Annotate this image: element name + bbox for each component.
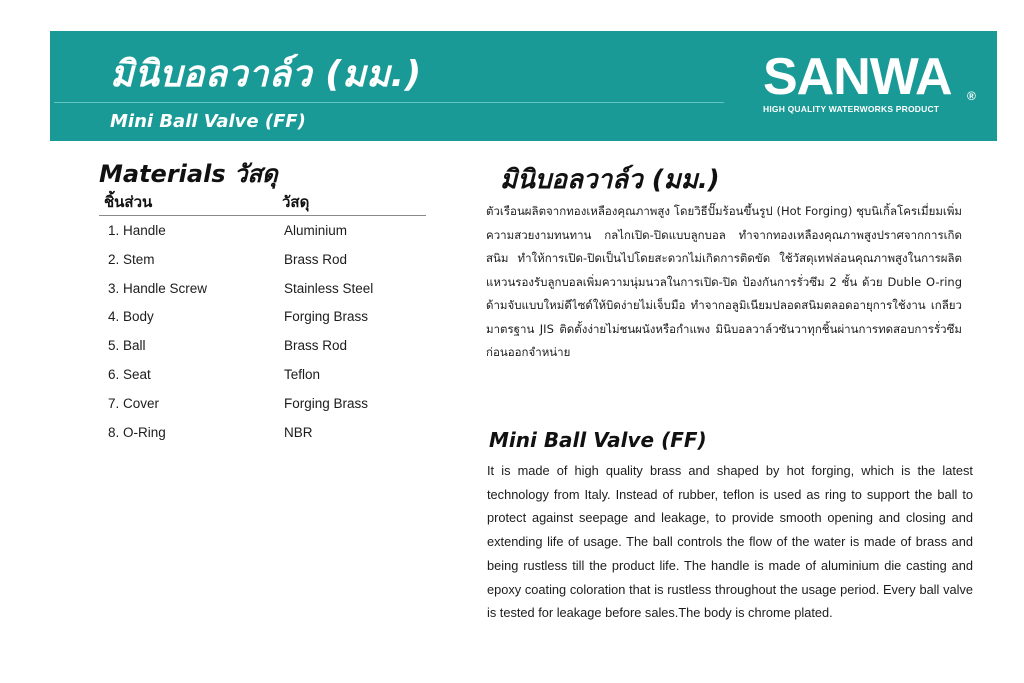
material-name: Brass Rod bbox=[284, 251, 348, 267]
logo-wordmark: SANWA bbox=[763, 48, 952, 106]
english-description-body: It is made of high quality brass and shaped by hot forging, which is the latest technology from Italy. Instead of rubber, teflon is used as ring to support the ball to protect against seepage and leakage, to provide smooth opening and closing and extending life of usage. The ball controls the flow of the water is made of brass and being rustless till the product life. The handle is made of aluminium die casting and epoxy coating coloration that is rustless throughout the usage period. Every ball valve is tested for leakage before sales.The body is chrome plated. bbox=[487, 463, 973, 621]
table-row bbox=[108, 220, 428, 249]
material-name: Forging Brass bbox=[284, 395, 369, 411]
table-row bbox=[108, 249, 428, 278]
table-row bbox=[108, 306, 428, 335]
part-name: 2. Stem bbox=[108, 251, 155, 267]
column-header-material: วัสดุ bbox=[282, 193, 310, 211]
banner-title-english: Mini Ball Valve (FF) bbox=[110, 111, 306, 132]
logo-tagline: HIGH QUALITY WATERWORKS PRODUCT bbox=[763, 104, 940, 114]
table-row bbox=[108, 278, 428, 307]
table-row bbox=[108, 422, 428, 451]
sanwa-logo bbox=[763, 48, 983, 114]
material-name: Brass Rod bbox=[284, 338, 348, 354]
banner-title-thai: มินิบอลวาล์ว (มม.) bbox=[110, 54, 422, 95]
materials-table bbox=[108, 220, 428, 450]
material-name: Aluminium bbox=[284, 223, 348, 238]
part-name: 1. Handle bbox=[108, 223, 166, 238]
part-name: 7. Cover bbox=[108, 395, 160, 411]
registered-mark: ® bbox=[967, 89, 976, 103]
part-name: 5. Ball bbox=[108, 338, 146, 354]
banner-divider bbox=[54, 102, 724, 103]
thai-description-title: มินิบอลวาล์ว (มม.) bbox=[500, 165, 720, 195]
table-row bbox=[108, 335, 428, 364]
part-name: 8. O-Ring bbox=[108, 424, 166, 440]
material-name: NBR bbox=[284, 424, 313, 440]
table-row bbox=[108, 364, 428, 393]
part-name: 4. Body bbox=[108, 309, 154, 325]
english-description-title: Mini Ball Valve (FF) bbox=[489, 428, 707, 452]
thai-description-body: ตัวเรือนผลิตจากทองเหลืองคุณภาพสูง โดยวิธีปั๊มร้อนขึ้นรูป (Hot Forging) ชุบนิเกิ้ลโครเมี่ยมเพิ่มความสวยงามทนทาน กลไกเปิด-ปิดแบบลูกบอล ทำจากทองเหลืองคุณภาพสูงปราศจากการเกิดสนิม ทำให้การเปิด-ปิดเป็นไปโดยสะดวกไม่เกิดการติดขัด ใช้วัสดุเทฟล่อนคุณภาพสูงในการผลิตแหวนรองรับลูกบอลเพิ่มความนุ่มนวลในการเปิด-ปิด ป้องกันการรั่วซึม 2 ชั้น ด้วย Duble O-ring ด้ามจับแบบใหม่ดีไซด์ให้บิดง่ายไม่เจ็บมือ ทำจากอลูมิเนียมปลอดสนิมตลอดอายุการใช้งาน เกลียวมาตรฐาน JIS ติดตั้งง่ายไม่ชนผนังหรือกำแพง มินิบอลวาล์วซันวาทุกชิ้นผ่านการทดสอบการรั่วซึมก่อนออกจำหน่าย bbox=[486, 204, 962, 359]
part-name: 6. Seat bbox=[108, 366, 151, 382]
material-name: Teflon bbox=[284, 366, 321, 382]
part-name: 3. Handle Screw bbox=[108, 280, 208, 296]
column-header-part: ชิ้นส่วน bbox=[104, 193, 153, 211]
table-header-divider bbox=[99, 215, 426, 216]
material-name: Stainless Steel bbox=[284, 280, 374, 296]
header-banner bbox=[50, 31, 997, 141]
material-name: Forging Brass bbox=[284, 309, 369, 325]
materials-heading: Materials วัสดุ bbox=[99, 160, 278, 188]
table-row bbox=[108, 393, 428, 422]
